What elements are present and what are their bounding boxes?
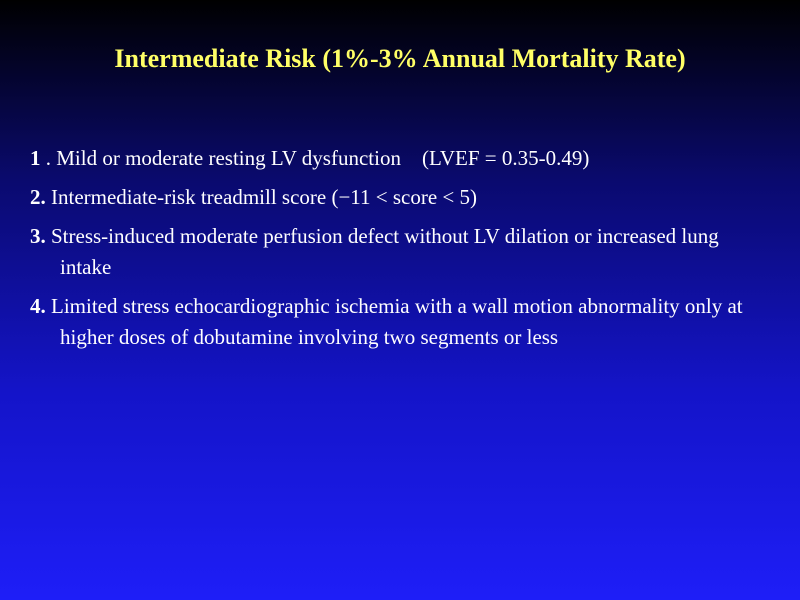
list-item: [30, 143, 770, 174]
item-text: Mild or moderate resting LV dysfunction (LVEF = 0.35-0.49): [56, 146, 590, 170]
list-item: [30, 182, 770, 213]
slide-title: Intermediate Risk (1%-3% Annual Mortality Rate): [114, 44, 686, 73]
item-text: Intermediate-risk treadmill score (−11 < score < 5): [51, 185, 478, 209]
list-item: [30, 221, 770, 283]
item-number: 1: [30, 146, 41, 170]
item-text: Limited stress echocardiographic ischemia with a wall motion abnormality only at higher doses of dobutamine involving two segments or less: [51, 294, 743, 349]
risk-criteria-list: [30, 143, 770, 361]
item-separator: .: [40, 146, 57, 170]
item-text: Stress-induced moderate perfusion defect without LV dilation or increased lung intake: [51, 224, 719, 279]
item-number: 2.: [30, 185, 46, 209]
item-number: 3.: [30, 224, 46, 248]
list-item: [30, 291, 770, 353]
item-number: 4.: [30, 294, 46, 318]
